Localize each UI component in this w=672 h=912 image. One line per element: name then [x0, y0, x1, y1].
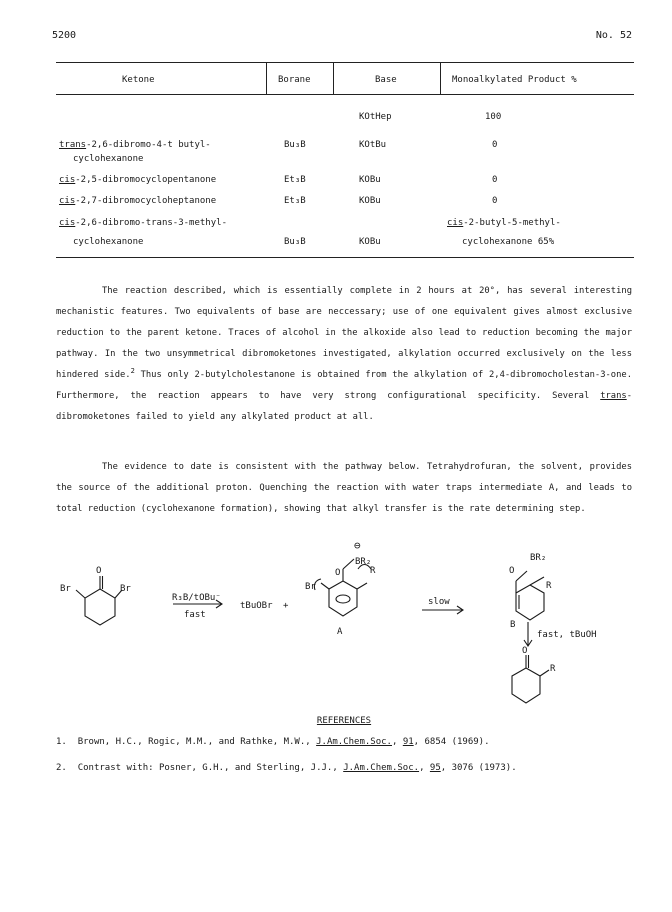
stereo-prefix: trans — [600, 391, 627, 401]
reference-number: 1. — [56, 737, 67, 747]
column-header-ketone: Ketone — [122, 75, 155, 85]
table-cell-borane: Bu₃B — [284, 237, 306, 247]
references-section — [56, 716, 632, 789]
table-cell-ketone — [59, 139, 211, 151]
table-cell-ketone — [59, 195, 216, 207]
table-cell-base: KOtHep — [359, 112, 392, 122]
column-header-borane: Borane — [278, 75, 311, 85]
product-ring — [512, 668, 540, 703]
alkyl-label: R — [370, 566, 376, 576]
stereo-prefix: cis — [447, 218, 464, 228]
bromine-label: Br — [305, 582, 316, 592]
reagent-label: R₃B/tOBu⁻ — [172, 593, 221, 603]
paragraph-text: The reaction described, which is essentially complete in 2 hours at 20°, has several interesting mechanistic features. Two equivalents of base are neccessary; use of one equivalent gives almost exclusive reduction to the parent ketone. Traces of alcohol in the alkoxide also lead to reduction becoming the major pathway. In the two unsymmetrical dibromoketones investigated, alkylation occurred exclusively on the less hindered side. — [56, 286, 632, 380]
journal-issue-number: No. 52 — [595, 30, 632, 41]
separator: , — [391, 737, 403, 747]
table-top-rule — [56, 62, 634, 63]
table-header-rule — [56, 94, 634, 95]
ketone-name: -2,6-dibromo-trans-3-methyl- — [75, 218, 227, 228]
cyclohexanone-ring — [85, 589, 115, 625]
table-cell-base: KOBu — [359, 196, 381, 206]
reference-pages: , 3076 (1973). — [440, 763, 517, 773]
paragraph-text: Thus only 2-butylcholestanone is obtained from the alkylation of 2,4-dibromocholestan-3-one. Furthermore, the reaction appears to have very strong configurational specificity. Several — [56, 370, 632, 401]
citation-superscript: 2 — [130, 367, 135, 376]
alkyl-label: R — [550, 664, 556, 674]
table-cell-borane: Bu₃B — [284, 140, 306, 150]
references-heading: REFERENCES — [316, 716, 372, 726]
reference-authors: Contrast with: Posner, G.H., and Sterling, J.J., — [77, 763, 344, 773]
table-cell-product: 0 — [492, 196, 498, 206]
paragraph-mechanistic-features — [56, 281, 632, 428]
separator: , — [419, 763, 430, 773]
bromine-label: Br — [60, 584, 71, 594]
ketone-name: -2,7-dibromocycloheptanone — [75, 196, 217, 206]
paragraph-pathway — [56, 457, 632, 520]
curved-arrow-icon — [314, 579, 321, 590]
intermediate-label: B — [510, 620, 516, 630]
table-cell-ketone — [59, 174, 216, 186]
table-cell-product: 0 — [492, 140, 498, 150]
intermediate-a-ring — [329, 581, 357, 616]
negative-charge-icon: ⊖ — [354, 539, 361, 552]
enol-borinate-ring — [516, 585, 544, 620]
table-cell-base: KOBu — [359, 175, 381, 185]
column-divider — [440, 62, 441, 94]
paragraph-text: -dibromoketones failed to yield any alkylated product at all. — [56, 391, 632, 422]
condition-label: fast, tBuOH — [537, 630, 597, 640]
stereo-prefix: cis — [59, 196, 76, 206]
table-bottom-rule — [56, 257, 634, 258]
byproduct-label: tBuOBr — [240, 601, 273, 611]
intermediate-label: A — [337, 627, 343, 637]
journal-volume: 91 — [402, 737, 414, 747]
oxygen-label: O — [522, 646, 528, 656]
page-number: 5200 — [52, 30, 77, 41]
oxygen-label: O — [335, 568, 341, 578]
alkyl-label: R — [546, 581, 552, 591]
stereo-prefix: cis — [59, 218, 76, 228]
journal-name: J.Am.Chem.Soc. — [316, 737, 392, 747]
table-cell-base: KOBu — [359, 237, 381, 247]
table-cell-ketone — [59, 217, 227, 229]
product-name: -2-butyl-5-methyl- — [463, 218, 561, 228]
stereo-prefix: trans — [59, 140, 87, 150]
ketone-name: -2,6-dibromo-4-t butyl- — [86, 140, 211, 150]
reference-pages: , 6854 (1969). — [413, 737, 490, 747]
slow-label: slow — [428, 597, 450, 607]
table-cell-product: 100 — [485, 112, 502, 122]
column-divider — [266, 62, 267, 94]
column-divider — [333, 62, 334, 94]
table-cell-product — [447, 217, 561, 229]
journal-volume: 95 — [429, 763, 441, 773]
ketone-name: -2,5-dibromocyclopentanone — [75, 175, 217, 185]
stereo-prefix: cis — [59, 175, 76, 185]
bromine-label: Br — [120, 584, 131, 594]
reference-number: 2. — [56, 763, 67, 773]
reference-item — [56, 763, 632, 773]
curved-arrow-icon — [336, 595, 350, 603]
table-cell-ketone-line2: cyclohexanone — [73, 237, 144, 247]
journal-name: J.Am.Chem.Soc. — [343, 763, 420, 773]
body-paragraph — [56, 281, 632, 428]
plus-sign: + — [283, 601, 289, 611]
column-header-product: Monoalkylated Product % — [452, 75, 577, 85]
table-cell-base: KOtBu — [359, 140, 387, 150]
reference-item — [56, 737, 632, 747]
table-cell-ketone-line2: cyclohexanone — [73, 154, 144, 164]
fast-label: fast — [184, 610, 206, 620]
oxygen-label: O — [96, 566, 102, 576]
table-cell-borane: Et₃B — [284, 175, 306, 185]
column-header-base: Base — [375, 75, 397, 85]
body-paragraph: The evidence to date is consistent with the pathway below. Tetrahydrofuran, the solvent, provides the source of the additional proton. Quenching the reaction with water traps intermediate A, and leads to total reduction (cyclohexanone formation), showing that alkyl transfer is the rate determining step. — [56, 462, 632, 514]
boron-group-label: BR₂ — [530, 553, 547, 563]
table-cell-product: 0 — [492, 175, 498, 185]
reference-authors: Brown, H.C., Rogic, M.M., and Rathke, M.W., — [77, 737, 317, 747]
boron-group-label: BR₂ — [355, 557, 372, 567]
table-cell-product-line2: cyclohexanone 65% — [462, 237, 555, 247]
oxygen-label: O — [509, 566, 515, 576]
table-cell-borane: Et₃B — [284, 196, 306, 206]
curved-arrow-icon — [358, 565, 371, 570]
